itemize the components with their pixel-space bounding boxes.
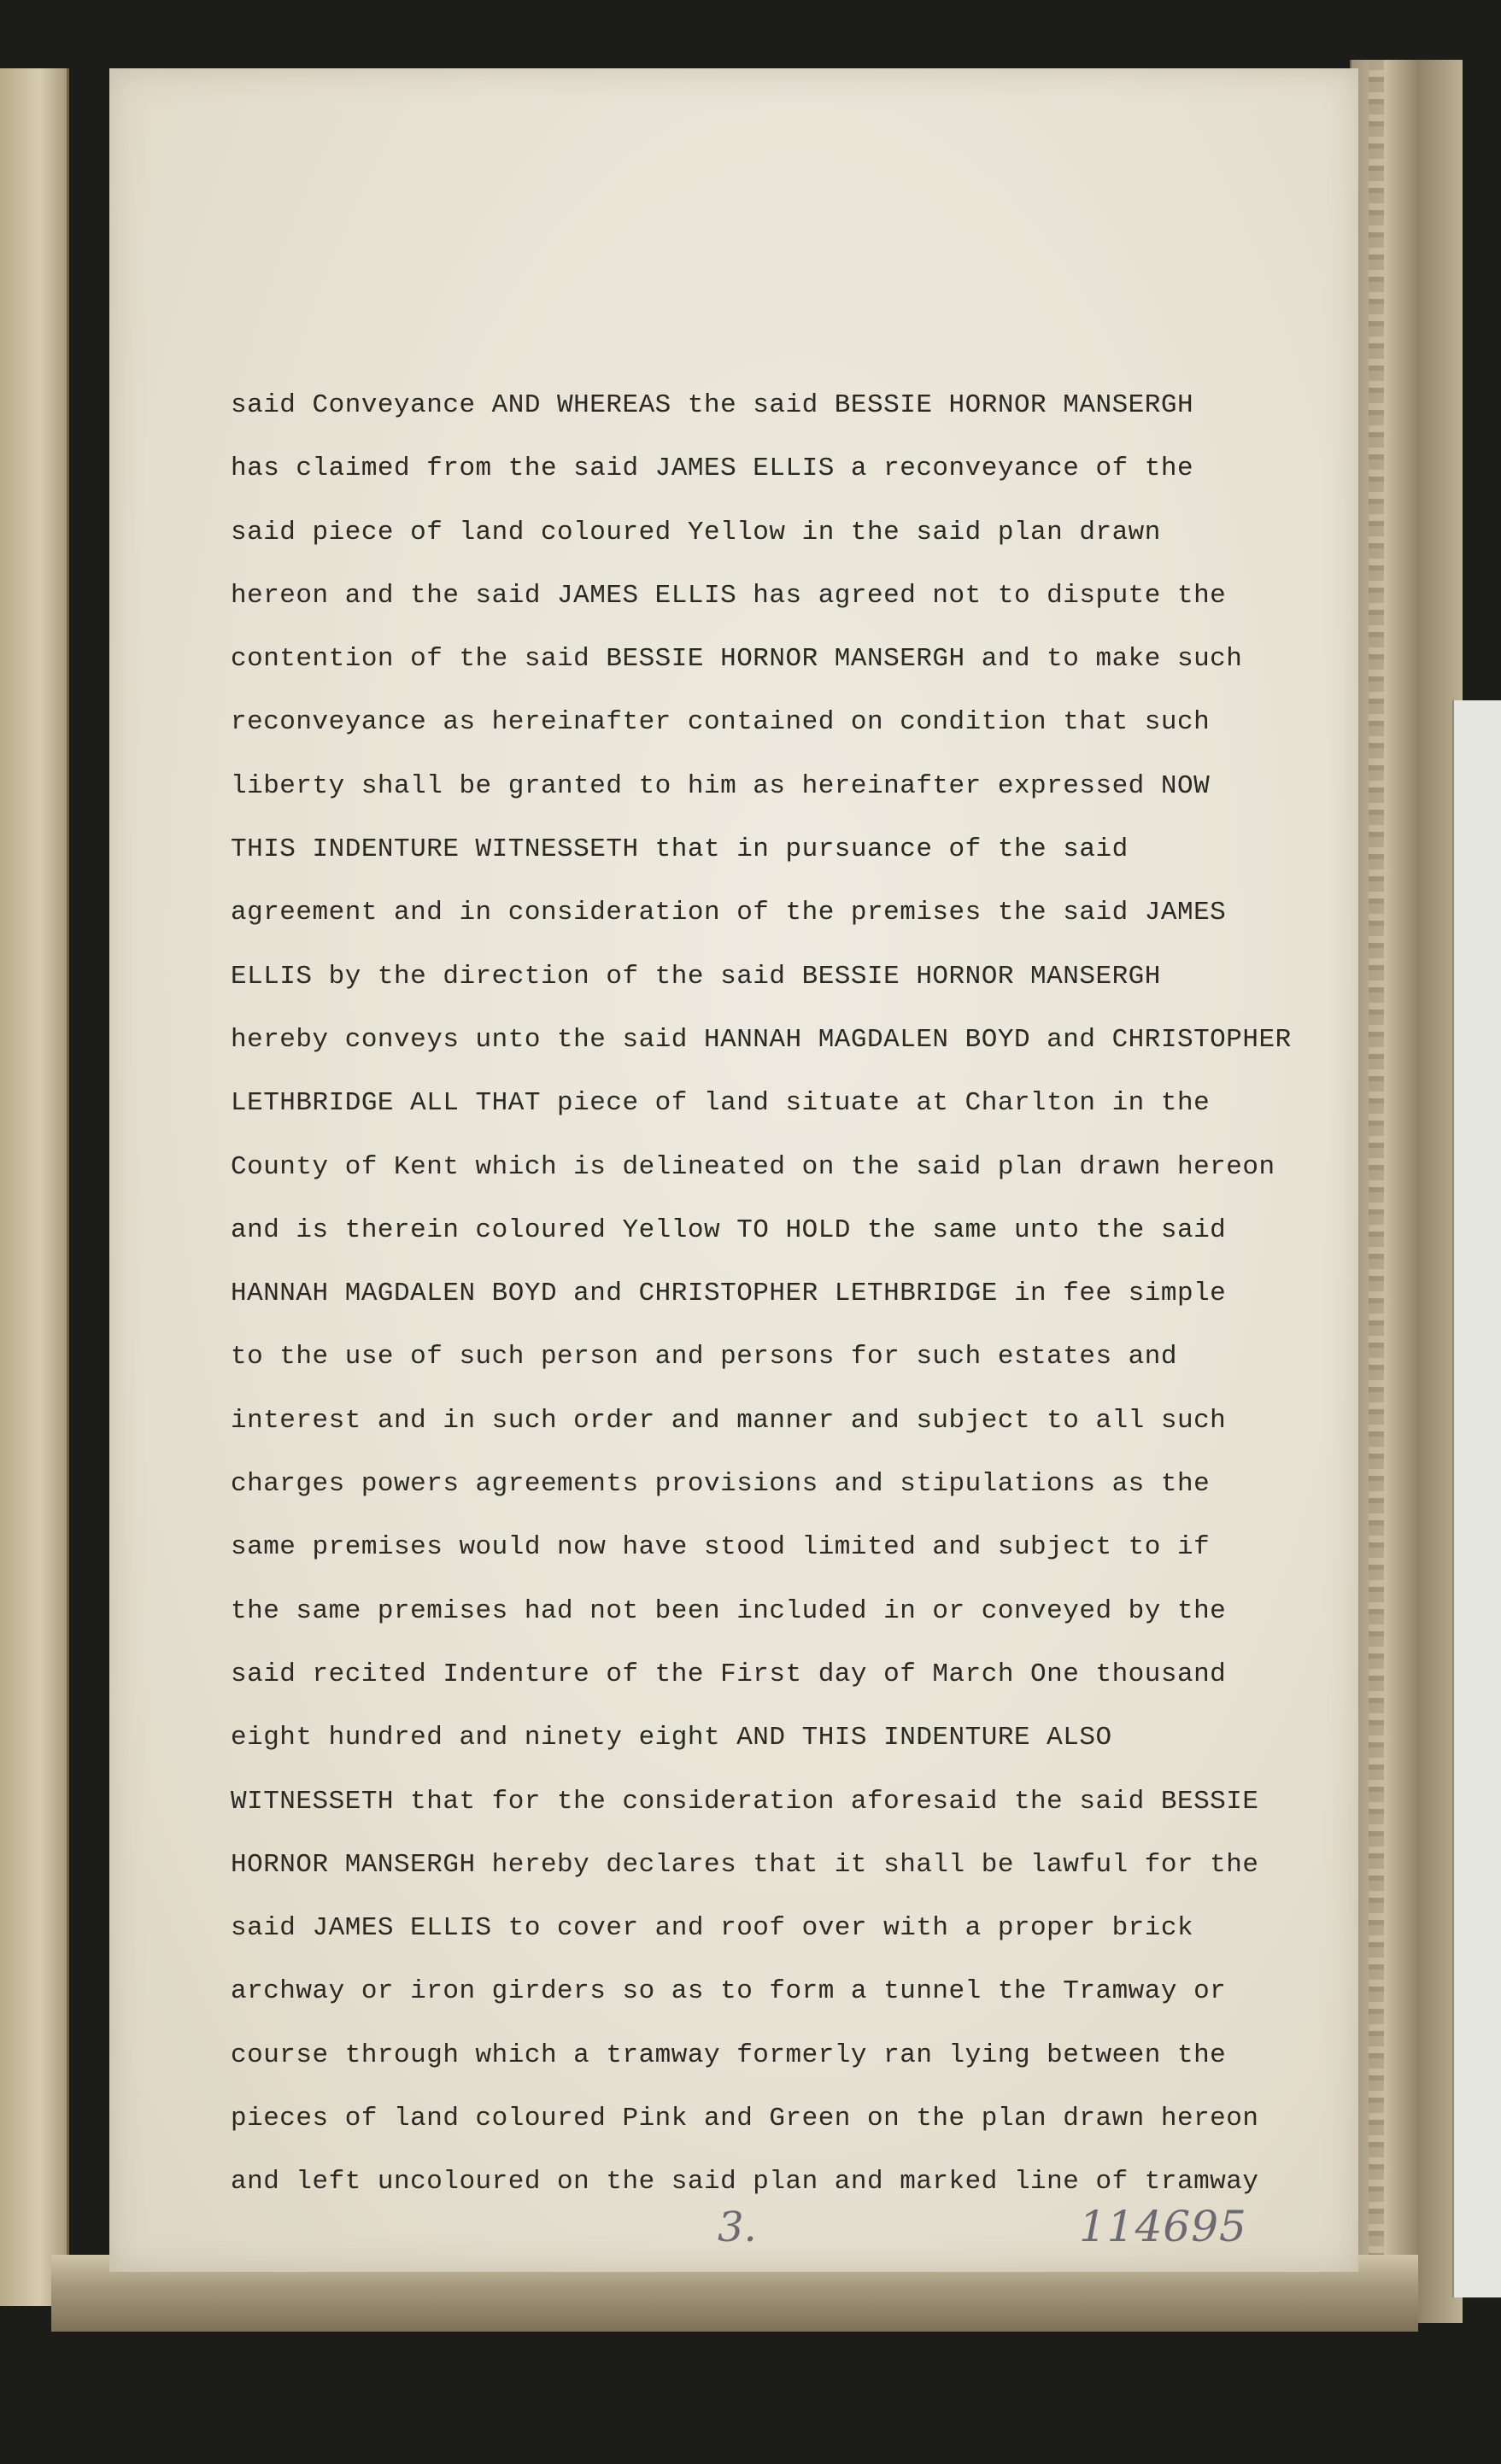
- text-line: same premises would now have stood limited and subject to if: [231, 1532, 1211, 1563]
- text-line: and left uncoloured on the said plan and marked line of tramway: [231, 2167, 1259, 2198]
- handwritten-page-number: 3.: [718, 2204, 757, 2251]
- text-line: charges powers agreements provisions and stipulations as the: [231, 1469, 1211, 1500]
- text-line: contention of the said BESSIE HORNOR MANSERGH and to make such: [231, 644, 1243, 675]
- typed-text-block: [231, 374, 1350, 2215]
- text-line: the same premises had not been included in or conveyed by the: [231, 1595, 1227, 1626]
- text-line: hereon and the said JAMES ELLIS has agreed not to dispute the: [231, 580, 1227, 611]
- text-line: interest and in such order and manner and subject to all such: [231, 1405, 1227, 1436]
- text-line: hereby conveys unto the said HANNAH MAGDALEN BOYD and CHRISTOPHER: [231, 1024, 1292, 1055]
- text-line: has claimed from the said JAMES ELLIS a reconveyance of the: [231, 454, 1194, 484]
- document-page: [109, 68, 1358, 2272]
- text-line: course through which a tramway formerly ran lying between the: [231, 2040, 1227, 2070]
- right-page-stack: [1350, 60, 1463, 2323]
- text-line: archway or iron girders so as to form a tunnel the Tramway or: [231, 1976, 1227, 2007]
- left-page-edge: [0, 68, 69, 2306]
- text-line: said piece of land coloured Yellow in the said plan drawn: [231, 517, 1161, 547]
- text-line: THIS INDENTURE WITNESSETH that in pursuance of the said: [231, 834, 1129, 865]
- text-line: to the use of such person and persons for such estates and: [231, 1342, 1177, 1372]
- text-line: liberty shall be granted to him as hereinafter expressed NOW: [231, 770, 1211, 801]
- text-line: said Conveyance AND WHEREAS the said BESSIE HORNOR MANSERGH: [231, 390, 1194, 420]
- text-line: reconveyance as hereinafter contained on condition that such: [231, 707, 1211, 738]
- side-paper-slip: [1452, 700, 1501, 2297]
- text-line: pieces of land coloured Pink and Green on the plan drawn hereon: [231, 2104, 1259, 2134]
- text-line: said JAMES ELLIS to cover and roof over with a proper brick: [231, 1913, 1194, 1944]
- text-line: agreement and in consideration of the premises the said JAMES: [231, 898, 1227, 928]
- text-line: LETHBRIDGE ALL THAT piece of land situate at Charlton in the: [231, 1088, 1211, 1119]
- text-line: eight hundred and ninety eight AND THIS INDENTURE ALSO: [231, 1723, 1112, 1753]
- text-line: ELLIS by the direction of the said BESSIE HORNOR MANSERGH: [231, 961, 1161, 992]
- text-line: County of Kent which is delineated on the said plan drawn hereon: [231, 1151, 1275, 1182]
- text-line: and is therein coloured Yellow TO HOLD the same unto the said: [231, 1214, 1227, 1245]
- text-line: HANNAH MAGDALEN BOYD and CHRISTOPHER LETHBRIDGE in fee simple: [231, 1279, 1227, 1309]
- text-line: said recited Indenture of the First day of March One thousand: [231, 1659, 1227, 1689]
- text-line: WITNESSETH that for the consideration aforesaid the said BESSIE: [231, 1786, 1259, 1817]
- handwritten-reference-number: 114695: [1079, 2202, 1247, 2251]
- text-line: HORNOR MANSERGH hereby declares that it shall be lawful for the: [231, 1849, 1259, 1880]
